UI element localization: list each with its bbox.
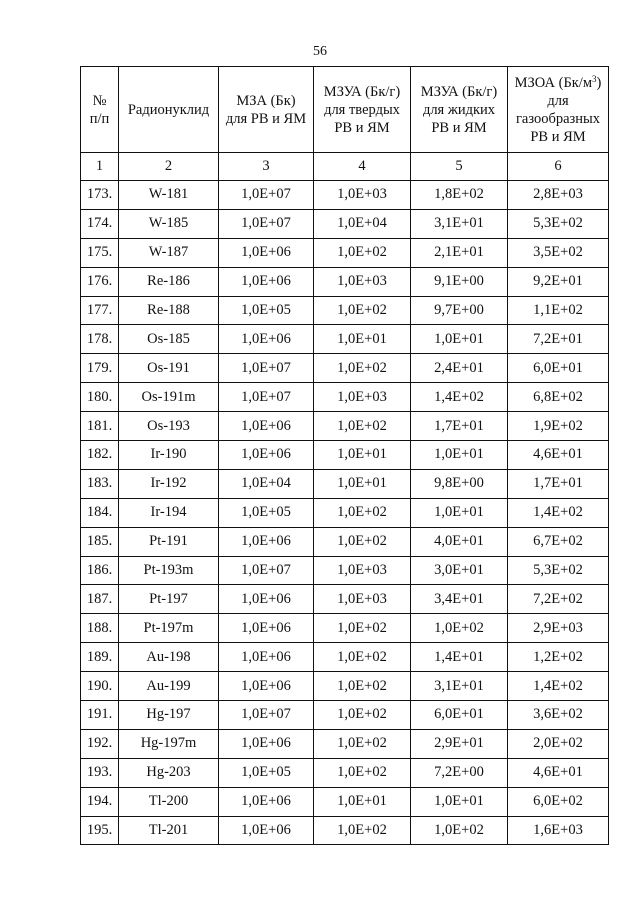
mzoa-gas-value: 4,6E+01 bbox=[508, 758, 609, 787]
nuclide-name: Os-191m bbox=[119, 383, 219, 412]
table-row bbox=[81, 441, 609, 470]
header-mzua-liquid: МЗУА (Бк/г) для жидких РВ и ЯМ bbox=[411, 67, 508, 153]
mzoa-gas-value: 4,6E+01 bbox=[508, 441, 609, 470]
table-row bbox=[81, 758, 609, 787]
mza-value: 1,0E+06 bbox=[219, 267, 314, 296]
row-number: 188. bbox=[81, 614, 119, 643]
mzua-liquid-value: 3,1E+01 bbox=[411, 209, 508, 238]
row-number: 182. bbox=[81, 441, 119, 470]
row-number: 194. bbox=[81, 787, 119, 816]
row-number: 184. bbox=[81, 498, 119, 527]
mzua-solid-value: 1,0E+02 bbox=[314, 296, 411, 325]
mzua-solid-value: 1,0E+04 bbox=[314, 209, 411, 238]
mzua-liquid-value: 2,4E+01 bbox=[411, 354, 508, 383]
row-number: 190. bbox=[81, 672, 119, 701]
mzua-liquid-value: 1,0E+01 bbox=[411, 441, 508, 470]
nuclide-name: Hg-197m bbox=[119, 729, 219, 758]
mzua-liquid-value: 4,0E+01 bbox=[411, 527, 508, 556]
table-row bbox=[81, 267, 609, 296]
row-number: 177. bbox=[81, 296, 119, 325]
mzoa-gas-value: 1,9E+02 bbox=[508, 412, 609, 441]
column-number: 2 bbox=[119, 153, 219, 181]
table-row bbox=[81, 296, 609, 325]
nuclide-name: W-181 bbox=[119, 181, 219, 210]
row-number: 179. bbox=[81, 354, 119, 383]
mza-value: 1,0E+05 bbox=[219, 758, 314, 787]
row-number: 192. bbox=[81, 729, 119, 758]
table-row bbox=[81, 816, 609, 845]
table-row bbox=[81, 238, 609, 267]
mzua-solid-value: 1,0E+02 bbox=[314, 701, 411, 730]
table-row bbox=[81, 672, 609, 701]
nuclide-name: Hg-203 bbox=[119, 758, 219, 787]
table-row bbox=[81, 354, 609, 383]
table-row bbox=[81, 498, 609, 527]
mzoa-gas-value: 7,2E+02 bbox=[508, 585, 609, 614]
mza-value: 1,0E+06 bbox=[219, 412, 314, 441]
mzoa-gas-value: 1,7E+01 bbox=[508, 469, 609, 498]
mzua-solid-value: 1,0E+03 bbox=[314, 181, 411, 210]
mzua-liquid-value: 3,1E+01 bbox=[411, 672, 508, 701]
mzua-liquid-value: 1,0E+01 bbox=[411, 498, 508, 527]
row-number: 187. bbox=[81, 585, 119, 614]
mza-value: 1,0E+07 bbox=[219, 209, 314, 238]
mzua-liquid-value: 9,8E+00 bbox=[411, 469, 508, 498]
mza-value: 1,0E+06 bbox=[219, 614, 314, 643]
mza-value: 1,0E+06 bbox=[219, 527, 314, 556]
mzua-solid-value: 1,0E+02 bbox=[314, 238, 411, 267]
column-number: 4 bbox=[314, 153, 411, 181]
column-number: 6 bbox=[508, 153, 609, 181]
mzoa-gas-value: 1,2E+02 bbox=[508, 643, 609, 672]
mza-value: 1,0E+06 bbox=[219, 816, 314, 845]
column-number: 3 bbox=[219, 153, 314, 181]
row-number: 181. bbox=[81, 412, 119, 441]
mzua-solid-value: 1,0E+02 bbox=[314, 816, 411, 845]
mza-value: 1,0E+06 bbox=[219, 441, 314, 470]
mzua-solid-value: 1,0E+03 bbox=[314, 585, 411, 614]
mzua-liquid-value: 2,9E+01 bbox=[411, 729, 508, 758]
row-number: 180. bbox=[81, 383, 119, 412]
mzoa-gas-value: 5,3E+02 bbox=[508, 209, 609, 238]
mzoa-gas-value: 9,2E+01 bbox=[508, 267, 609, 296]
table-row bbox=[81, 556, 609, 585]
mza-value: 1,0E+06 bbox=[219, 325, 314, 354]
mzua-solid-value: 1,0E+01 bbox=[314, 469, 411, 498]
mza-value: 1,0E+04 bbox=[219, 469, 314, 498]
table-row bbox=[81, 209, 609, 238]
header-mza: МЗА (Бк) для РВ и ЯМ bbox=[219, 67, 314, 153]
mza-value: 1,0E+06 bbox=[219, 643, 314, 672]
mzua-liquid-value: 1,4E+01 bbox=[411, 643, 508, 672]
mzua-solid-value: 1,0E+01 bbox=[314, 441, 411, 470]
mzoa-gas-value: 6,0E+02 bbox=[508, 787, 609, 816]
nuclide-name: Os-185 bbox=[119, 325, 219, 354]
table-row bbox=[81, 325, 609, 354]
table-row bbox=[81, 585, 609, 614]
mzua-liquid-value: 1,0E+02 bbox=[411, 816, 508, 845]
mzoa-gas-value: 2,0E+02 bbox=[508, 729, 609, 758]
row-number: 191. bbox=[81, 701, 119, 730]
column-number: 5 bbox=[411, 153, 508, 181]
mzua-liquid-value: 1,4E+02 bbox=[411, 383, 508, 412]
row-number: 183. bbox=[81, 469, 119, 498]
nuclide-name: Re-188 bbox=[119, 296, 219, 325]
mza-value: 1,0E+07 bbox=[219, 383, 314, 412]
header-mzua-solid: МЗУА (Бк/г) для твердых РВ и ЯМ bbox=[314, 67, 411, 153]
header-mzoa-gas: МЗОА $(Бк/м^3)$ для газообразных РВ и ЯМ bbox=[508, 67, 609, 153]
table-row bbox=[81, 787, 609, 816]
mzua-solid-value: 1,0E+02 bbox=[314, 643, 411, 672]
nuclide-name: Os-193 bbox=[119, 412, 219, 441]
mza-value: 1,0E+06 bbox=[219, 585, 314, 614]
mzua-liquid-value: 1,0E+01 bbox=[411, 787, 508, 816]
mzoa-gas-value: 2,9E+03 bbox=[508, 614, 609, 643]
row-number: 176. bbox=[81, 267, 119, 296]
header-num: № п/п bbox=[81, 67, 119, 153]
mzua-solid-value: 1,0E+03 bbox=[314, 383, 411, 412]
nuclide-name: Au-199 bbox=[119, 672, 219, 701]
mzua-solid-value: 1,0E+03 bbox=[314, 267, 411, 296]
nuclide-name: Re-186 bbox=[119, 267, 219, 296]
table-row bbox=[81, 701, 609, 730]
mzoa-gas-value: 2,8E+03 bbox=[508, 181, 609, 210]
column-number-row bbox=[81, 153, 609, 181]
mza-value: 1,0E+07 bbox=[219, 556, 314, 585]
table-row bbox=[81, 527, 609, 556]
mzua-solid-value: 1,0E+02 bbox=[314, 527, 411, 556]
mzoa-gas-value: 1,1E+02 bbox=[508, 296, 609, 325]
nuclide-name: Pt-197m bbox=[119, 614, 219, 643]
mza-value: 1,0E+06 bbox=[219, 729, 314, 758]
mzua-liquid-value: 6,0E+01 bbox=[411, 701, 508, 730]
nuclide-name: Pt-197 bbox=[119, 585, 219, 614]
mzua-solid-value: 1,0E+02 bbox=[314, 758, 411, 787]
table-row bbox=[81, 412, 609, 441]
table-row bbox=[81, 729, 609, 758]
mzua-solid-value: 1,0E+01 bbox=[314, 325, 411, 354]
mzoa-gas-value: 7,2E+01 bbox=[508, 325, 609, 354]
row-number: 178. bbox=[81, 325, 119, 354]
mzua-liquid-value: 2,1E+01 bbox=[411, 238, 508, 267]
nuclide-name: Os-191 bbox=[119, 354, 219, 383]
row-number: 175. bbox=[81, 238, 119, 267]
row-number: 189. bbox=[81, 643, 119, 672]
mza-value: 1,0E+05 bbox=[219, 296, 314, 325]
mzua-liquid-value: 9,7E+00 bbox=[411, 296, 508, 325]
nuclide-name: Pt-193m bbox=[119, 556, 219, 585]
header-nuclide: Радионуклид bbox=[119, 67, 219, 153]
mzua-solid-value: 1,0E+02 bbox=[314, 729, 411, 758]
mzoa-gas-value: 6,8E+02 bbox=[508, 383, 609, 412]
nuclide-name: Pt-191 bbox=[119, 527, 219, 556]
mza-value: 1,0E+06 bbox=[219, 787, 314, 816]
mza-value: 1,0E+06 bbox=[219, 672, 314, 701]
row-number: 186. bbox=[81, 556, 119, 585]
mzoa-gas-value: 5,3E+02 bbox=[508, 556, 609, 585]
mza-value: 1,0E+05 bbox=[219, 498, 314, 527]
table-row bbox=[81, 614, 609, 643]
mza-value: 1,0E+07 bbox=[219, 354, 314, 383]
mza-value: 1,0E+06 bbox=[219, 238, 314, 267]
mzua-solid-value: 1,0E+02 bbox=[314, 614, 411, 643]
mzua-liquid-value: 1,0E+01 bbox=[411, 325, 508, 354]
mzua-liquid-value: 7,2E+00 bbox=[411, 758, 508, 787]
mzua-solid-value: 1,0E+02 bbox=[314, 498, 411, 527]
row-number: 193. bbox=[81, 758, 119, 787]
nuclide-name: Au-198 bbox=[119, 643, 219, 672]
nuclide-name: Ir-194 bbox=[119, 498, 219, 527]
mzoa-gas-value: 1,4E+02 bbox=[508, 498, 609, 527]
nuclide-name: Tl-201 bbox=[119, 816, 219, 845]
nuclide-name: Ir-190 bbox=[119, 441, 219, 470]
mzua-solid-value: 1,0E+02 bbox=[314, 354, 411, 383]
mzua-liquid-value: 9,1E+00 bbox=[411, 267, 508, 296]
mzua-solid-value: 1,0E+02 bbox=[314, 412, 411, 441]
mzoa-gas-value: 1,6E+03 bbox=[508, 816, 609, 845]
table-row bbox=[81, 181, 609, 210]
table-header-row bbox=[81, 67, 609, 153]
mzua-liquid-value: 3,0E+01 bbox=[411, 556, 508, 585]
row-number: 185. bbox=[81, 527, 119, 556]
row-number: 195. bbox=[81, 816, 119, 845]
nuclide-name: W-187 bbox=[119, 238, 219, 267]
mzua-liquid-value: 1,7E+01 bbox=[411, 412, 508, 441]
nuclide-name: Ir-192 bbox=[119, 469, 219, 498]
mzua-solid-value: 1,0E+01 bbox=[314, 787, 411, 816]
mzoa-gas-value: 6,7E+02 bbox=[508, 527, 609, 556]
mzua-solid-value: 1,0E+03 bbox=[314, 556, 411, 585]
mzoa-gas-value: 3,5E+02 bbox=[508, 238, 609, 267]
nuclide-name: Hg-197 bbox=[119, 701, 219, 730]
mzua-liquid-value: 1,0E+02 bbox=[411, 614, 508, 643]
table-body bbox=[81, 181, 609, 845]
mzoa-gas-value: 6,0E+01 bbox=[508, 354, 609, 383]
nuclide-name: Tl-200 bbox=[119, 787, 219, 816]
page-number: 56 bbox=[313, 44, 327, 59]
mza-value: 1,0E+07 bbox=[219, 701, 314, 730]
table-row bbox=[81, 469, 609, 498]
column-number: 1 bbox=[81, 153, 119, 181]
table-row bbox=[81, 643, 609, 672]
nuclide-table bbox=[80, 66, 609, 845]
mzoa-gas-value: 1,4E+02 bbox=[508, 672, 609, 701]
mzua-liquid-value: 3,4E+01 bbox=[411, 585, 508, 614]
row-number: 173. bbox=[81, 181, 119, 210]
table-row bbox=[81, 383, 609, 412]
mzua-solid-value: 1,0E+02 bbox=[314, 672, 411, 701]
row-number: 174. bbox=[81, 209, 119, 238]
mza-value: 1,0E+07 bbox=[219, 181, 314, 210]
mzua-liquid-value: 1,8E+02 bbox=[411, 181, 508, 210]
nuclide-name: W-185 bbox=[119, 209, 219, 238]
mzoa-gas-value: 3,6E+02 bbox=[508, 701, 609, 730]
